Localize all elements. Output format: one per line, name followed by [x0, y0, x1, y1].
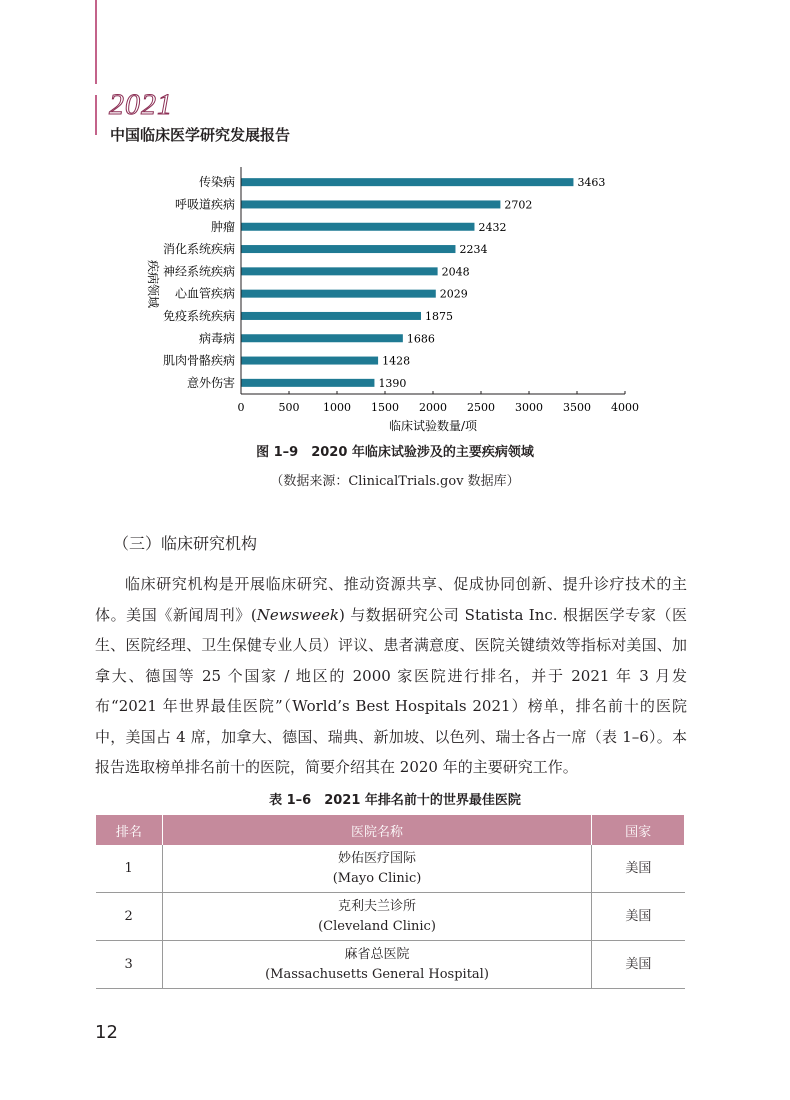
hospital-name-cell — [162, 941, 591, 989]
category-label: 消化系统疾病 — [162, 242, 235, 257]
hospital-name-cell — [162, 845, 591, 893]
x-tick-label: 500 — [278, 401, 300, 414]
category-label: 心血管疾病 — [174, 286, 235, 301]
paragraph-italic-newsweek: Newsweek — [256, 605, 339, 624]
x-tick-label: 2500 — [467, 401, 495, 414]
bar-3 — [241, 245, 455, 253]
x-tick-label: 0 — [237, 401, 245, 414]
page-number: 12 — [95, 1022, 118, 1043]
table-caption: 表 1–6 2021 年排名前十的世界最佳医院 — [269, 793, 521, 808]
category-label: 肿瘤 — [210, 219, 235, 234]
category-label: 神经系统疾病 — [162, 264, 235, 279]
figure-source: （数据来源：ClinicalTrials.gov 数据库） — [270, 474, 520, 489]
category-label: 传染病 — [198, 175, 235, 190]
rank-cell: 1 — [96, 845, 163, 893]
category-label: 免疫系统疾病 — [162, 308, 235, 323]
header-rank: 排名 — [96, 815, 163, 845]
hospital-name-en: (Mayo Clinic) — [332, 870, 422, 886]
table-row — [96, 845, 685, 893]
x-axis-title: 临床试验数量/项 — [388, 419, 478, 433]
bar-value-label: 2029 — [439, 287, 468, 301]
x-tick-label: 3000 — [515, 401, 543, 414]
bar-value-label: 2234 — [459, 243, 488, 257]
bar-value-label: 1686 — [406, 332, 435, 346]
report-title: 中国临床医学研究发展报告 — [110, 126, 291, 144]
y-axis-title: 疾病领域 — [146, 259, 160, 309]
x-tick-label: 1000 — [323, 401, 351, 414]
hospital-ranking-table — [95, 815, 685, 989]
country-cell: 美国 — [592, 893, 685, 941]
body-paragraph — [95, 569, 687, 783]
country-cell: 美国 — [592, 941, 685, 989]
figure-caption: 图 1–9 2020 年临床试验涉及的主要疾病领域 — [256, 445, 534, 460]
bar-6 — [241, 312, 421, 320]
bar-value-label: 1390 — [378, 376, 407, 390]
x-tick-label: 4000 — [611, 401, 639, 414]
hospital-name-en: (Cleveland Clinic) — [318, 918, 436, 934]
bar-value-label: 3463 — [577, 176, 606, 190]
bar-9 — [241, 379, 374, 387]
bar-value-label: 2702 — [504, 198, 533, 212]
hospital-name-cell — [162, 893, 591, 941]
x-tick-label: 3500 — [563, 401, 591, 414]
section-heading: （三）临床研究机构 — [113, 534, 258, 553]
hospital-name-cn: 克利夫兰诊所 — [338, 898, 417, 914]
x-tick-label: 2000 — [419, 401, 447, 414]
bar-7 — [241, 334, 403, 342]
bar-4 — [241, 267, 438, 275]
bar-0 — [241, 178, 573, 186]
hospital-name-cn: 麻省总医院 — [344, 946, 410, 962]
header-country: 国家 — [592, 815, 685, 845]
category-label: 病毒病 — [198, 331, 235, 346]
table-header-row — [96, 815, 685, 845]
paragraph-text-2: ) 与数据研究公司 Statista Inc. 根据医学专家（医生、医院经理、卫生保健专业人员）评议、患者满意度、医院关键绩效等指标对美国、加拿大、德国等 25 个国家 / 地区的 2000 家医院进行排名，并于 2021 年 3 月发布“2021 年世界最佳医院”（World’s Best Hospitals 2021）榜单，排名前十的医院中，美国占 4 席，加拿大、德国、瑞典、新加坡、以色列、瑞士各占一席（表 1–6）。本报告选取榜单排名前十的医院，简要介绍其在 2020 年的主要研究工作。 — [95, 605, 688, 776]
hospital-name-en: (Massachusetts General Hospital) — [265, 966, 489, 982]
bar-8 — [241, 357, 378, 365]
header-year: 2021 — [109, 88, 173, 121]
hospital-name-cn: 妙佑医疗国际 — [338, 850, 417, 866]
paragraph-text-1: 临床研究机构是开展临床研究、推动资源共享、促成协同创新、提升诊疗技术的主体。美国《新闻周刊》( — [95, 575, 687, 624]
country-cell: 美国 — [592, 845, 685, 893]
table-row — [96, 893, 685, 941]
x-tick-label: 1500 — [371, 401, 399, 414]
rank-cell: 3 — [96, 941, 163, 989]
bar-value-label: 1428 — [382, 354, 411, 368]
rank-cell: 2 — [96, 893, 163, 941]
category-label: 意外伤害 — [186, 375, 235, 390]
bar-value-label: 2048 — [441, 265, 470, 279]
bar-chart — [0, 0, 790, 440]
bar-value-label: 2432 — [478, 220, 507, 234]
bar-2 — [241, 223, 474, 231]
table-row — [96, 941, 685, 989]
header-hospital-name: 医院名称 — [162, 815, 591, 845]
bar-5 — [241, 290, 436, 298]
category-label: 呼吸道疾病 — [174, 197, 235, 212]
bar-1 — [241, 200, 500, 208]
bar-value-label: 1875 — [425, 309, 453, 323]
category-label: 肌肉骨骼疾病 — [162, 353, 235, 368]
